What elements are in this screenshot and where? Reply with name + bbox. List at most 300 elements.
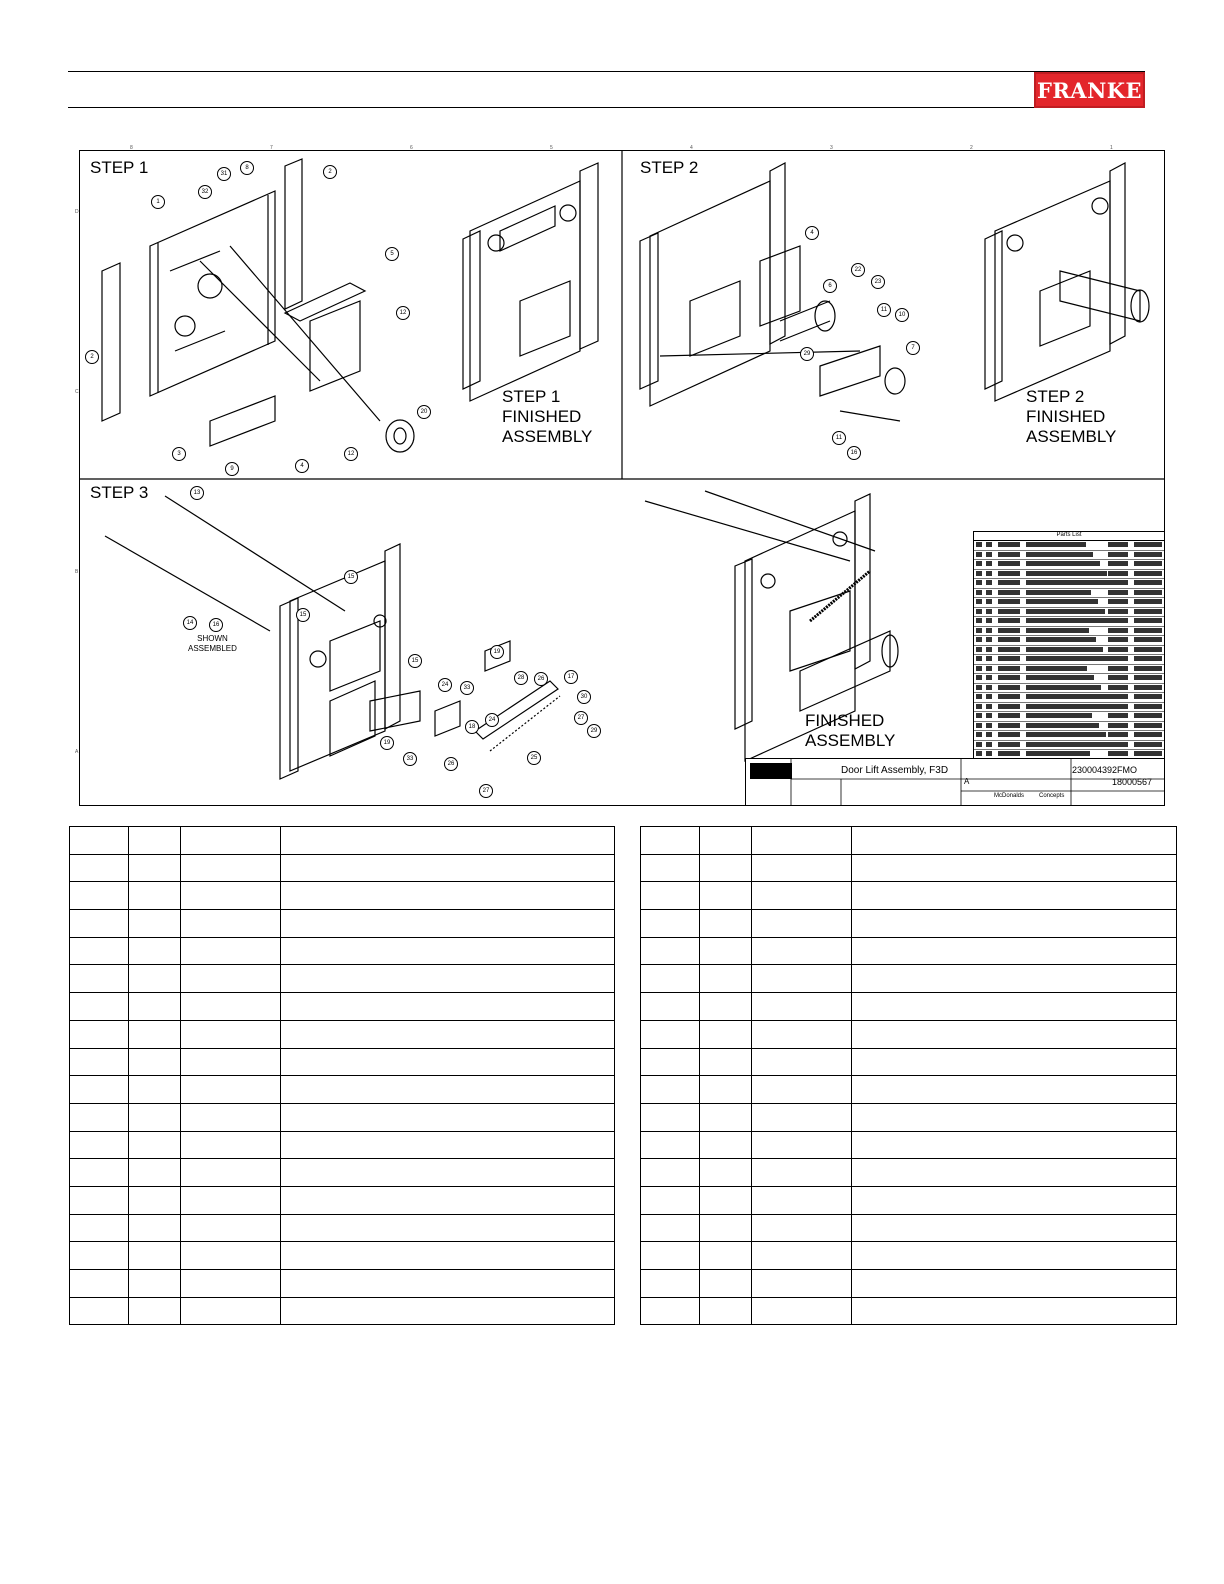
table-cell <box>641 1242 700 1270</box>
table-cell <box>70 1103 129 1131</box>
illegible-text-bar <box>976 590 982 595</box>
table-row <box>641 1297 1177 1325</box>
table-cell <box>129 1103 181 1131</box>
table-cell <box>70 1214 129 1242</box>
table-cell <box>641 937 700 965</box>
table-row <box>70 1186 615 1214</box>
table-row <box>70 1159 615 1187</box>
illegible-text-bar <box>986 590 992 595</box>
table-cell <box>852 993 1177 1021</box>
table-cell <box>752 1270 852 1298</box>
illegible-text-bar <box>998 552 1020 557</box>
part-number: 18000567 <box>1112 777 1153 787</box>
parts-list-row <box>974 722 1164 732</box>
table-cell <box>181 965 281 993</box>
table-cell <box>752 1131 852 1159</box>
illegible-text-bar <box>1026 609 1105 614</box>
table-cell <box>752 993 852 1021</box>
table-cell <box>181 1076 281 1104</box>
illegible-text-bar <box>1108 647 1128 652</box>
table-cell <box>181 1103 281 1131</box>
illegible-text-bar <box>986 742 992 747</box>
callout-bubble: 11 <box>832 431 846 445</box>
illegible-text-bar <box>1108 685 1128 690</box>
illegible-text-bar <box>986 685 992 690</box>
illegible-text-bar <box>1134 580 1162 585</box>
table-row <box>641 827 1177 855</box>
table-cell <box>70 1297 129 1325</box>
illegible-text-bar <box>986 656 992 661</box>
table-cell <box>752 882 852 910</box>
table-cell <box>281 993 615 1021</box>
illegible-text-bar <box>998 618 1020 623</box>
table-row <box>641 1020 1177 1048</box>
illegible-text-bar <box>1108 580 1128 585</box>
illegible-text-bar <box>986 666 992 671</box>
table-cell <box>641 1186 700 1214</box>
drawing-number: 230004392FMO <box>1072 765 1138 775</box>
table-cell <box>852 1048 1177 1076</box>
table-cell <box>852 827 1177 855</box>
illegible-text-bar <box>1026 685 1101 690</box>
table-row <box>641 1270 1177 1298</box>
table-cell <box>70 827 129 855</box>
table-cell <box>281 1297 615 1325</box>
table-cell <box>700 1270 752 1298</box>
step2-assembly-sketch <box>640 163 1149 421</box>
table-cell <box>129 827 181 855</box>
step-1-finished-label: STEP 1 FINISHED ASSEMBLY <box>502 387 593 446</box>
table-cell <box>852 1103 1177 1131</box>
illegible-text-bar <box>1026 618 1112 623</box>
illegible-text-bar <box>998 571 1020 576</box>
step-1-label: STEP 1 <box>90 158 149 177</box>
illegible-text-bar <box>1134 713 1162 718</box>
table-cell <box>181 1242 281 1270</box>
illegible-text-bar <box>976 742 982 747</box>
illegible-text-bar <box>1134 742 1162 747</box>
table-cell <box>70 882 129 910</box>
illegible-text-bar <box>998 561 1020 566</box>
illegible-text-bar <box>1134 552 1162 557</box>
illegible-text-bar <box>1108 666 1128 671</box>
table-cell <box>852 1159 1177 1187</box>
table-row <box>641 993 1177 1021</box>
table-cell <box>129 1186 181 1214</box>
table-cell <box>281 1048 615 1076</box>
illegible-text-bar <box>1108 656 1128 661</box>
parts-list-heading: Parts List <box>974 532 1164 541</box>
illegible-text-bar <box>1026 628 1089 633</box>
table-cell <box>129 910 181 938</box>
table-cell <box>700 1159 752 1187</box>
table-cell <box>641 854 700 882</box>
table-cell <box>129 1020 181 1048</box>
parts-list-row <box>974 665 1164 675</box>
table-cell <box>70 1048 129 1076</box>
illegible-text-bar <box>1134 637 1162 642</box>
table-cell <box>181 1048 281 1076</box>
table-cell <box>700 1103 752 1131</box>
callout-bubble: 31 <box>217 167 231 181</box>
zone-letter: C <box>75 389 79 395</box>
illegible-text-bar <box>1134 647 1162 652</box>
illegible-text-bar <box>998 704 1020 709</box>
table-cell <box>700 965 752 993</box>
illegible-text-bar <box>976 704 982 709</box>
illegible-text-bar <box>986 542 992 547</box>
illegible-text-bar <box>1134 561 1162 566</box>
illegible-text-bar <box>1108 694 1128 699</box>
table-cell <box>70 1020 129 1048</box>
header-rule-top <box>68 71 1145 72</box>
parts-list-row <box>974 674 1164 684</box>
callout-bubble: 27 <box>574 711 588 725</box>
parts-list-row <box>974 731 1164 741</box>
table-cell <box>852 1297 1177 1325</box>
illegible-text-bar <box>998 713 1020 718</box>
table-cell <box>641 1159 700 1187</box>
table-cell <box>181 1270 281 1298</box>
table-cell <box>281 854 615 882</box>
table-cell <box>852 854 1177 882</box>
table-cell <box>852 1131 1177 1159</box>
table-row <box>70 1214 615 1242</box>
illegible-text-bar <box>1108 599 1128 604</box>
illegible-text-bar <box>1134 628 1162 633</box>
zone-number: 6 <box>410 145 413 151</box>
illegible-text-bar <box>976 637 982 642</box>
step-2-label: STEP 2 <box>640 158 699 177</box>
table-cell <box>641 827 700 855</box>
table-cell <box>752 1186 852 1214</box>
shown-assembled-label: SHOWN ASSEMBLED <box>188 634 237 653</box>
callout-bubble: 32 <box>198 185 212 199</box>
table-cell <box>181 1214 281 1242</box>
callout-bubble: 15 <box>296 608 310 622</box>
table-row <box>70 882 615 910</box>
table-cell <box>752 1020 852 1048</box>
table-cell <box>281 937 615 965</box>
assembly-drawing <box>75 145 1165 806</box>
callout-bubble: 29 <box>587 724 601 738</box>
illegible-text-bar <box>986 675 992 680</box>
table-cell <box>700 1020 752 1048</box>
table-cell <box>129 993 181 1021</box>
table-cell <box>181 910 281 938</box>
table-row <box>70 1297 615 1325</box>
table-cell <box>700 1186 752 1214</box>
callout-bubble: 33 <box>403 752 417 766</box>
callout-bubble: 2 <box>85 350 99 364</box>
table-cell <box>752 1242 852 1270</box>
callout-bubble: 19 <box>490 645 504 659</box>
illegible-text-bar <box>1026 694 1108 699</box>
parts-list-row <box>974 693 1164 703</box>
table-cell <box>281 1076 615 1104</box>
parts-list-rows <box>974 541 1164 779</box>
table-row <box>641 1214 1177 1242</box>
table-cell <box>281 1103 615 1131</box>
illegible-text-bar <box>1026 656 1110 661</box>
callout-bubble: 12 <box>344 447 358 461</box>
drawing-revision: A <box>964 777 970 786</box>
table-cell <box>700 937 752 965</box>
zone-number: 3 <box>830 145 833 151</box>
table-cell <box>700 854 752 882</box>
illegible-text-bar <box>1026 704 1115 709</box>
parts-list-row <box>974 617 1164 627</box>
illegible-text-bar <box>976 675 982 680</box>
zone-letter: D <box>75 209 79 215</box>
illegible-text-bar <box>976 685 982 690</box>
illegible-text-bar <box>1108 637 1128 642</box>
illegible-text-bar <box>986 751 992 756</box>
table-cell <box>70 993 129 1021</box>
table-cell <box>700 1242 752 1270</box>
table-row <box>641 1159 1177 1187</box>
table-cell <box>129 1214 181 1242</box>
callout-bubble: 9 <box>225 462 239 476</box>
table-cell <box>181 1159 281 1187</box>
illegible-text-bar <box>1026 713 1092 718</box>
illegible-text-bar <box>1026 552 1093 557</box>
table-row <box>70 965 615 993</box>
illegible-text-bar <box>1026 571 1107 576</box>
table-cell <box>752 1297 852 1325</box>
header-rule-bottom <box>68 107 1145 108</box>
parts-list-row <box>974 703 1164 713</box>
table-cell <box>700 1131 752 1159</box>
table-cell <box>70 910 129 938</box>
table-cell <box>181 1020 281 1048</box>
zone-number: 5 <box>550 145 553 151</box>
illegible-text-bar <box>1108 751 1128 756</box>
table-cell <box>70 1076 129 1104</box>
illegible-text-bar <box>1026 723 1099 728</box>
illegible-text-bar <box>1134 704 1162 709</box>
illegible-text-bar <box>1134 685 1162 690</box>
illegible-text-bar <box>1134 590 1162 595</box>
table-cell <box>641 910 700 938</box>
illegible-text-bar <box>986 704 992 709</box>
table-row <box>70 910 615 938</box>
table-cell <box>752 910 852 938</box>
illegible-text-bar <box>1108 628 1128 633</box>
table-row <box>641 1076 1177 1104</box>
title-block <box>745 758 1165 806</box>
illegible-text-bar <box>1134 571 1162 576</box>
illegible-text-bar <box>998 647 1020 652</box>
illegible-text-bar <box>998 580 1020 585</box>
illegible-text-bar <box>1026 590 1091 595</box>
illegible-text-bar <box>1108 542 1128 547</box>
illegible-text-bar <box>1134 732 1162 737</box>
table-row <box>641 854 1177 882</box>
zone-number: 4 <box>690 145 693 151</box>
parts-list-row <box>974 570 1164 580</box>
illegible-text-bar <box>1108 571 1128 576</box>
table-cell <box>129 1159 181 1187</box>
illegible-text-bar <box>1134 599 1162 604</box>
illegible-text-bar <box>986 732 992 737</box>
zone-number: 1 <box>1110 145 1113 151</box>
parts-list-row <box>974 560 1164 570</box>
table-cell <box>70 1270 129 1298</box>
illegible-text-bar <box>976 628 982 633</box>
table-row <box>70 827 615 855</box>
illegible-text-bar <box>1108 704 1128 709</box>
illegible-text-bar <box>998 666 1020 671</box>
callout-bubble: 13 <box>190 486 204 500</box>
illegible-text-bar <box>986 599 992 604</box>
table-cell <box>70 1242 129 1270</box>
parts-list-row <box>974 636 1164 646</box>
illegible-text-bar <box>1108 609 1128 614</box>
table-cell <box>700 993 752 1021</box>
parts-list-row <box>974 646 1164 656</box>
table-cell <box>852 1186 1177 1214</box>
illegible-text-bar <box>976 656 982 661</box>
table-cell <box>700 1214 752 1242</box>
table-cell <box>129 1242 181 1270</box>
table-cell <box>752 1076 852 1104</box>
table-row <box>70 993 615 1021</box>
table-row <box>70 1048 615 1076</box>
callout-bubble: 20 <box>417 405 431 419</box>
illegible-text-bar <box>1108 713 1128 718</box>
table-row <box>70 854 615 882</box>
table-row <box>70 1076 615 1104</box>
table-cell <box>641 1020 700 1048</box>
parts-list-row <box>974 712 1164 722</box>
illegible-text-bar <box>976 723 982 728</box>
illegible-text-bar <box>1026 599 1098 604</box>
step-2-finished-label: STEP 2 FINISHED ASSEMBLY <box>1026 387 1117 446</box>
parts-table-left <box>69 826 615 1325</box>
illegible-text-bar <box>1026 732 1106 737</box>
illegible-text-bar <box>976 561 982 566</box>
callout-bubble: 27 <box>479 784 493 798</box>
table-cell <box>129 854 181 882</box>
illegible-text-bar <box>1134 609 1162 614</box>
parts-list-row <box>974 551 1164 561</box>
callout-bubble: 25 <box>527 751 541 765</box>
callout-bubble: 19 <box>380 736 394 750</box>
illegible-text-bar <box>1134 666 1162 671</box>
table-cell <box>281 910 615 938</box>
table-cell <box>181 1297 281 1325</box>
illegible-text-bar <box>986 561 992 566</box>
table-cell <box>852 965 1177 993</box>
illegible-text-bar <box>986 552 992 557</box>
table-cell <box>129 965 181 993</box>
illegible-text-bar <box>998 628 1020 633</box>
table-cell <box>129 1297 181 1325</box>
parts-list-row <box>974 598 1164 608</box>
table-row <box>641 882 1177 910</box>
table-cell <box>281 882 615 910</box>
parts-list-row <box>974 684 1164 694</box>
table-cell <box>129 937 181 965</box>
table-cell <box>752 1103 852 1131</box>
parts-list-row <box>974 741 1164 751</box>
table-cell <box>852 1020 1177 1048</box>
illegible-text-bar <box>1026 561 1100 566</box>
table-row <box>641 1242 1177 1270</box>
table-row <box>70 1020 615 1048</box>
table-row <box>641 1103 1177 1131</box>
parts-list-row <box>974 589 1164 599</box>
table-cell <box>641 965 700 993</box>
illegible-text-bar <box>1108 732 1128 737</box>
table-cell <box>281 1214 615 1242</box>
table-cell <box>70 854 129 882</box>
zone-letter: B <box>75 569 79 575</box>
callout-bubble: 1 <box>151 195 165 209</box>
table-row <box>641 1131 1177 1159</box>
table-cell <box>700 882 752 910</box>
table-cell <box>281 1131 615 1159</box>
callout-bubble: 24 <box>438 678 452 692</box>
illegible-text-bar <box>1026 580 1114 585</box>
callout-bubble: 24 <box>485 713 499 727</box>
illegible-text-bar <box>1026 542 1086 547</box>
zone-number: 8 <box>130 145 133 151</box>
table-row <box>641 1048 1177 1076</box>
table-cell <box>852 1076 1177 1104</box>
table-cell <box>129 1076 181 1104</box>
illegible-text-bar <box>998 723 1020 728</box>
illegible-text-bar <box>1108 723 1128 728</box>
table-cell <box>181 993 281 1021</box>
illegible-text-bar <box>986 571 992 576</box>
illegible-text-bar <box>986 723 992 728</box>
table-cell <box>70 1159 129 1187</box>
callout-bubble: 23 <box>871 275 885 289</box>
table-row <box>641 937 1177 965</box>
illegible-text-bar <box>998 732 1020 737</box>
table-cell <box>852 1270 1177 1298</box>
table-cell <box>129 1270 181 1298</box>
concept-name: Concepts <box>1039 793 1065 799</box>
table-cell <box>181 882 281 910</box>
illegible-text-bar <box>976 599 982 604</box>
table-row <box>641 1186 1177 1214</box>
parts-list-row <box>974 655 1164 665</box>
illegible-text-bar <box>986 637 992 642</box>
table-cell <box>181 1186 281 1214</box>
callout-bubble: 2 <box>323 165 337 179</box>
illegible-text-bar <box>1134 618 1162 623</box>
zone-number: 2 <box>970 145 973 151</box>
table-row <box>70 1242 615 1270</box>
parts-table-right <box>640 826 1177 1325</box>
table-cell <box>70 937 129 965</box>
callout-bubble: 14 <box>183 616 197 630</box>
illegible-text-bar <box>986 694 992 699</box>
illegible-text-bar <box>998 675 1020 680</box>
illegible-text-bar <box>1134 675 1162 680</box>
illegible-text-bar <box>976 542 982 547</box>
callout-bubble: 18 <box>465 720 479 734</box>
callout-bubble: 7 <box>906 341 920 355</box>
callout-bubble: 6 <box>823 279 837 293</box>
illegible-text-bar <box>1134 723 1162 728</box>
table-row <box>641 965 1177 993</box>
table-cell <box>852 1214 1177 1242</box>
parts-list-row <box>974 579 1164 589</box>
